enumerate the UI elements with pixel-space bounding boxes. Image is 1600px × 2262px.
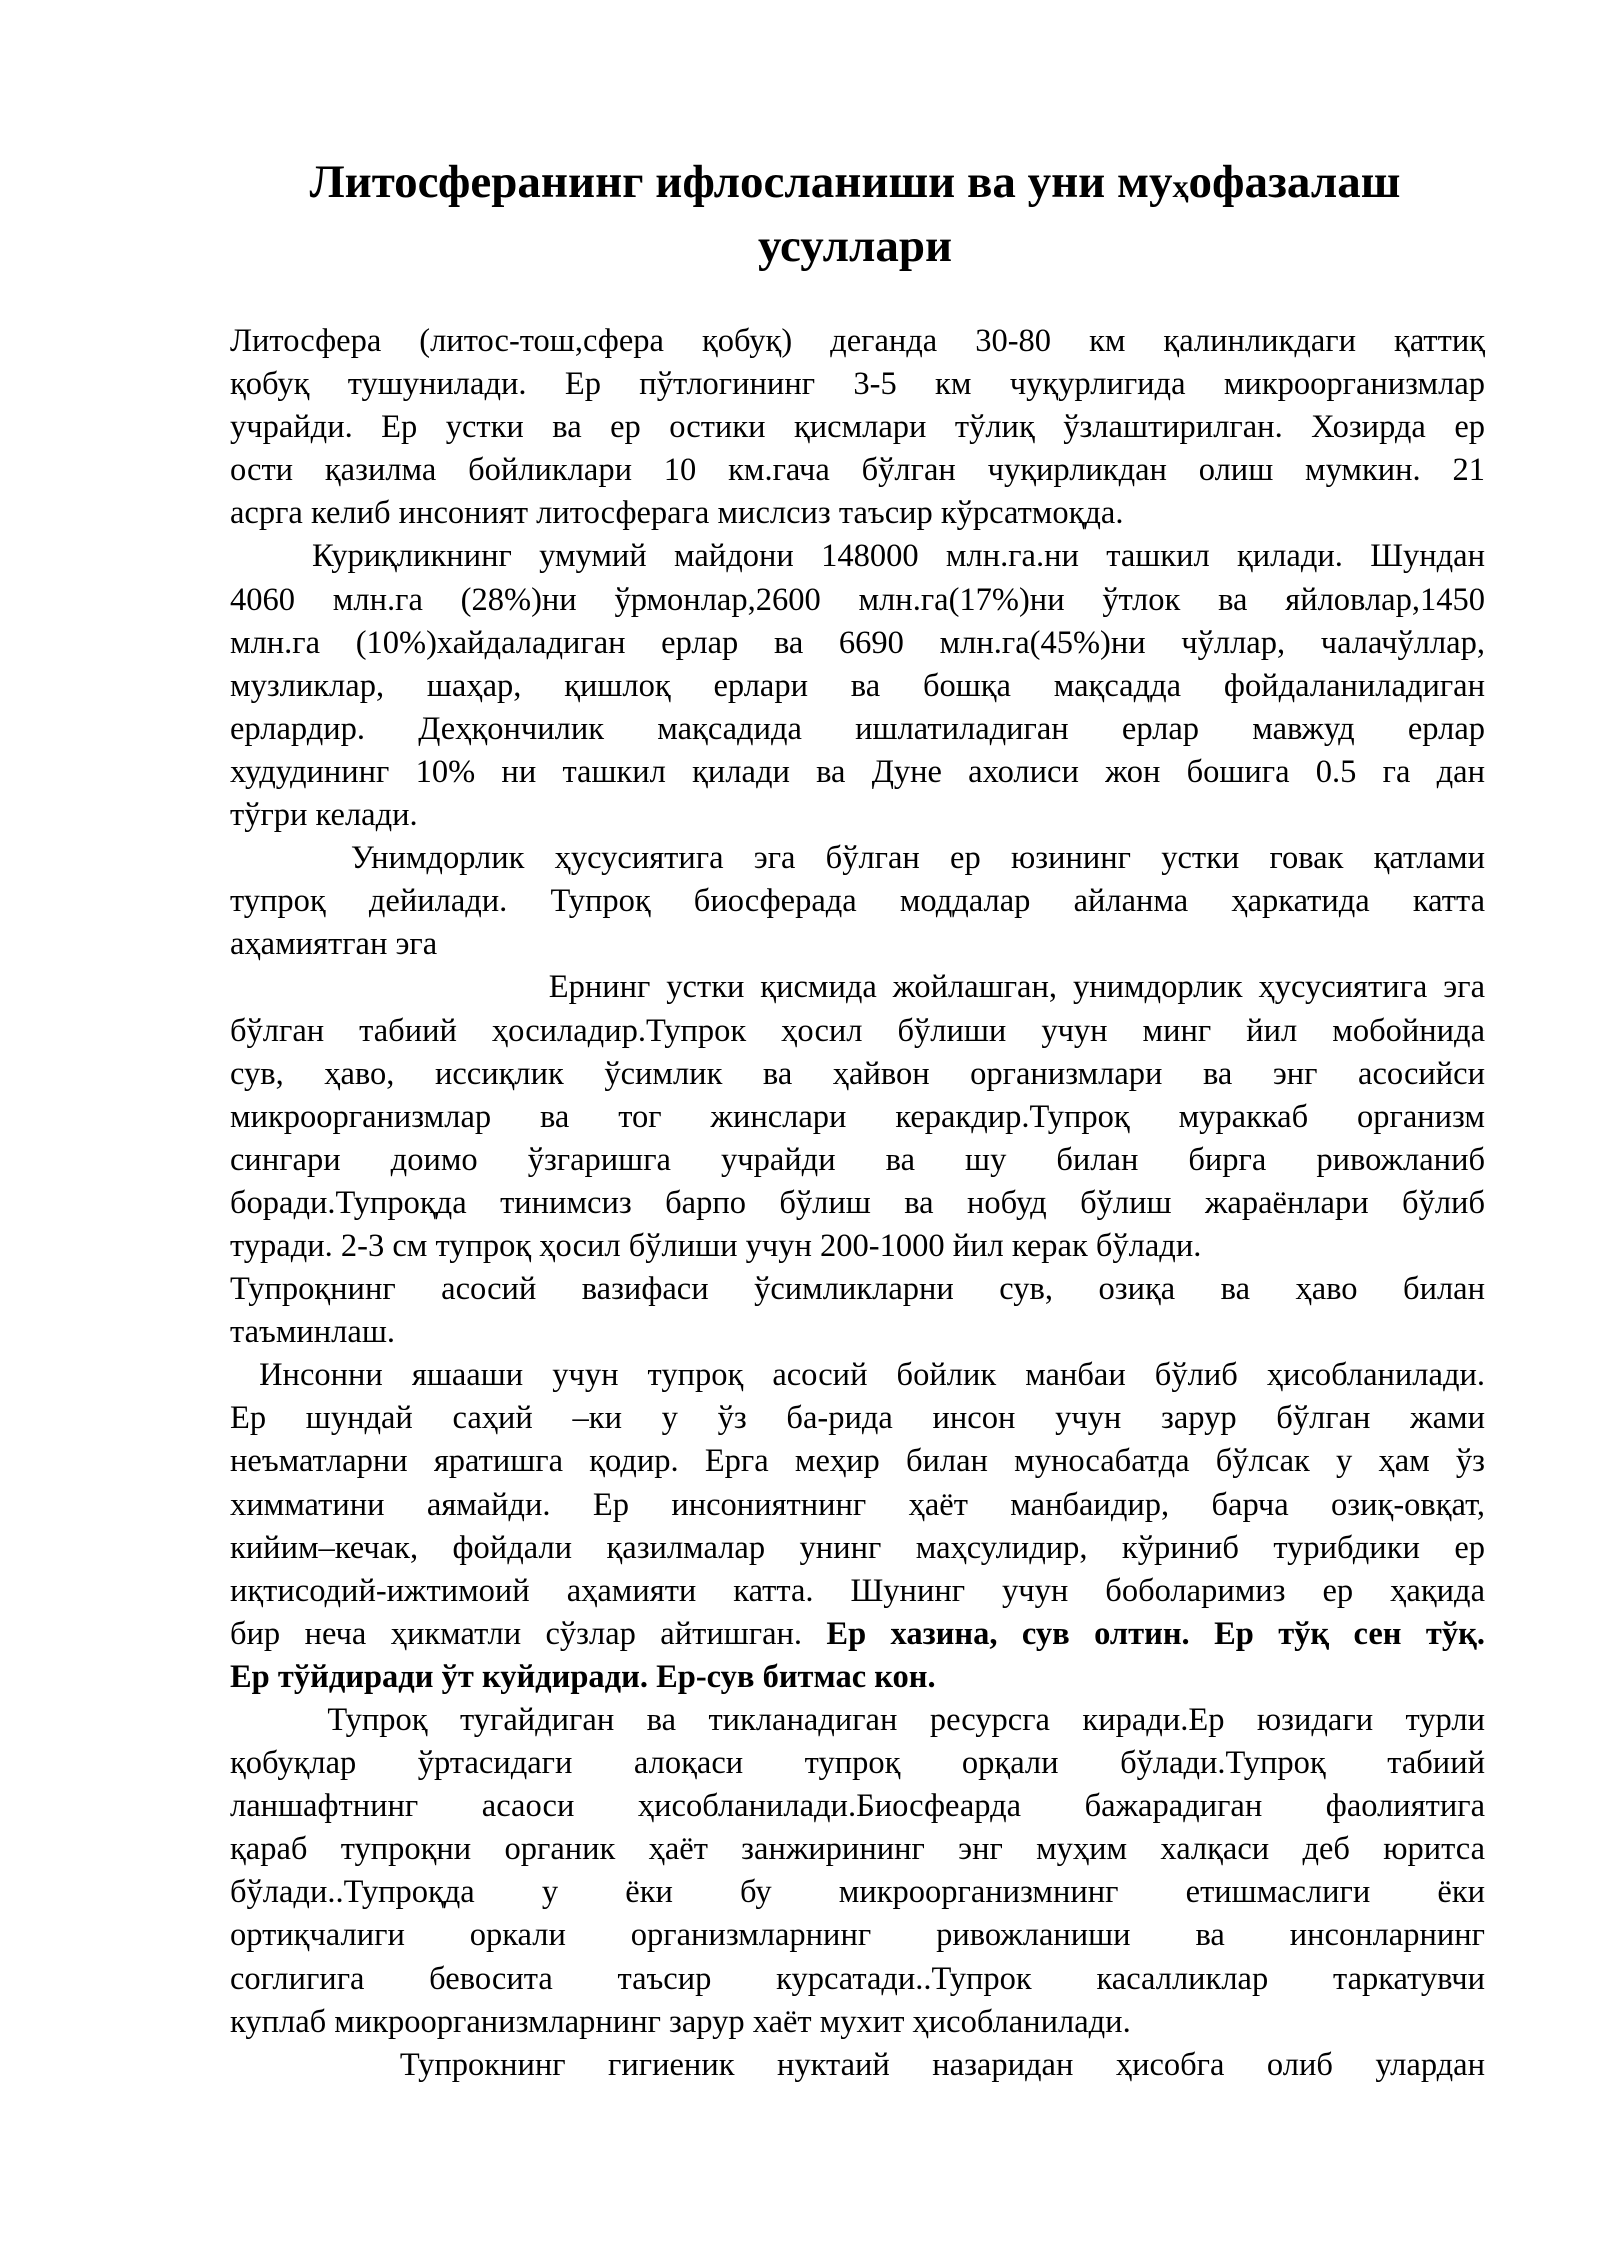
text-line: неъматларни яратишга қодир. Ерга меҳир билан муносабатда бўлсак у ҳам ўз bbox=[230, 1443, 1485, 1480]
paragraph-land-area bbox=[230, 535, 1485, 837]
title-line-2: усуллари bbox=[757, 220, 953, 272]
text-line: Тупроқнинг асосий вазифаси ўсимликларни сув, озиқа ва ҳаво билан bbox=[230, 1271, 1485, 1308]
document-title bbox=[230, 152, 1480, 276]
text-line: Ер шундай саҳий –ки у ўз ба-рида инсон учун зарур бўлган жами bbox=[230, 1400, 1485, 1437]
paragraph-soil-definition bbox=[230, 837, 1485, 966]
text-line: таъминлаш. bbox=[230, 1314, 395, 1351]
text-line: иқтисодий-ижтимоий аҳамияти катта. Шунинг учун боболаримиз ер ҳақида bbox=[230, 1572, 1485, 1609]
text-line: ерлардир. Деҳқончилик мақсадида ишлатиладиган ерлар мавжуд ерлар bbox=[230, 710, 1485, 747]
document-body bbox=[230, 320, 1485, 2087]
text-line: куплаб микроорганизмларнинг зарур хаёт мухит ҳисобланилади. bbox=[230, 2003, 1131, 2040]
proverb-text-line: Ер тўйдиради ўт куйдиради. Ер-сув битмас кон. bbox=[230, 1658, 936, 1695]
paragraph-lithosphere bbox=[230, 320, 1485, 535]
text-line: микроорганизмлар ва тог жинслари керакдир.Тупроқ мураккаб организм bbox=[230, 1098, 1485, 1135]
paragraph-soil-resource bbox=[230, 1699, 1485, 2044]
text-line: асрга келиб инсоният литосферага мислсиз таъсир кўрсатмоқда. bbox=[230, 495, 1124, 532]
text-line: боради.Тупроқда тинимсиз барпо бўлиш ва нобуд бўлиш жараёнлари бўлиб bbox=[230, 1184, 1485, 1221]
text-line: химматини аямайди. Ер инсониятнинг ҳаёт манбаидир, барча озиқ-овқат, bbox=[230, 1486, 1485, 1523]
text-line: тўгри келади. bbox=[230, 797, 418, 834]
text-line: бўлади..Тупроқда у ёки бу микроорганизмнинг етишмаслиги ёки bbox=[230, 1874, 1485, 1911]
text-line: туради. 2-3 см тупроқ ҳосил бўлиши учун 200-1000 йил керак бўлади. bbox=[230, 1227, 1202, 1264]
text-line: ланшафтнинг асаоси ҳисобланилади.Биосфеарда бажарадиган фаолиятига bbox=[230, 1788, 1485, 1825]
text-plain-segment: бир неча ҳикматли сўзлар айтишган. bbox=[230, 1615, 827, 1652]
text-line: млн.га (10%)хайдаладиган ерлар ва 6690 млн.га(45%)ни чўллар, чалачўллар, bbox=[230, 624, 1485, 661]
text-line: Тупроқ тугайдиган ва тикланадиган ресурсга киради.Ер юзидаги турли bbox=[230, 1702, 1485, 1738]
proverb-text: Ер хазина, сув олтин. Ер тўқ сен тўқ. bbox=[826, 1615, 1485, 1652]
text-line: Литосфера (литос-тош,сфера қобуқ) деганда 30-80 км қалинликдаги қаттиқ bbox=[230, 323, 1485, 359]
text-line: ортиқчалиги оркали организмларнинг ривожланиши ва инсонларнинг bbox=[230, 1917, 1485, 1954]
text-line: ости қазилма бойликлари 10 км.гача бўлган чуқирликдан олиш мумкин. 21 bbox=[230, 452, 1485, 489]
text-line-with-proverb bbox=[230, 1613, 1485, 1656]
text-line: 4060 млн.га (28%)ни ўрмонлар,2600 млн.га(17%)ни ўтлок ва яйловлар,1450 bbox=[230, 581, 1485, 618]
text-line: тупроқ дейилади. Тупроқ биосферада моддалар айланма ҳаркатида катта bbox=[230, 883, 1485, 920]
paragraph-soil-function bbox=[230, 1268, 1485, 1354]
text-line: қобуқ тушунилади. Ер пўтлогининг 3-5 км чуқурлигида микроорганизмлар bbox=[230, 366, 1485, 403]
paragraph-soil-wealth bbox=[230, 1354, 1485, 1699]
text-line: худудининг 10% ни ташкил қилади ва Дуне ахолиси жон бошига 0.5 га дан bbox=[230, 753, 1485, 790]
text-line: соглигига бевосита таъсир курсатади..Тупрок касалликлар таркатувчи bbox=[230, 1960, 1485, 1997]
title-line-1-small-letter: ҳ bbox=[1172, 168, 1189, 204]
text-line: бўлган табиий ҳосиладир.Тупрок ҳосил бўлиши учун минг йил мобойнида bbox=[230, 1012, 1485, 1049]
text-line: Ернинг устки қисмида жойлашган, унимдорлик ҳусусиятига эга bbox=[230, 969, 1485, 1006]
text-line: Куриқликнинг умумий майдони 148000 млн.га.ни ташкил қилади. Шундан bbox=[230, 538, 1485, 575]
text-line: сингари доимо ўзгаришга учрайди ва шу билан бирга ривожланиб bbox=[230, 1141, 1485, 1178]
text-line: кийим–кечак, фойдали қазилмалар унинг маҳсулидир, кўриниб турибдики ер bbox=[230, 1529, 1485, 1566]
title-line-1 bbox=[230, 152, 1480, 216]
text-line: сув, ҳаво, иссиқлик ўсимлик ва ҳайвон организмлари ва энг асосийси bbox=[230, 1055, 1485, 1092]
text-line: аҳамиятган эга bbox=[230, 926, 438, 963]
text-line: Унимдорлик ҳусусиятига эга бўлган ер юзининг устки говак қатлами bbox=[230, 840, 1485, 877]
text-line: қобуқлар ўртасидаги алоқаси тупроқ орқали бўлади.Тупроқ табиий bbox=[230, 1745, 1485, 1782]
title-line-1-part-a: Литосферанинг ифлосланиши ва уни му bbox=[309, 156, 1173, 208]
paragraph-soil-formation bbox=[230, 966, 1485, 1268]
text-line: учрайди. Ер устки ва ер остики қисмлари тўлиқ ўзлаштирилган. Хозирда ер bbox=[230, 409, 1485, 446]
title-line-1-part-b: офазалаш bbox=[1188, 156, 1401, 208]
text-line: музликлар, шаҳар, қишлоқ ерлари ва бошқа мақсадда фойдаланиладиган bbox=[230, 667, 1485, 704]
paragraph-soil-hygiene bbox=[230, 2044, 1485, 2087]
text-line: Инсонни яшааши учун тупроқ асосий бойлик манбаи бўлиб ҳисобланилади. bbox=[230, 1357, 1485, 1394]
text-line: қараб тупроқни органик ҳаёт занжирининг энг муҳим халқаси деб юритса bbox=[230, 1831, 1485, 1868]
text-line: Тупрокнинг гигиеник нуктаий назаридан ҳисобга олиб улардан bbox=[230, 2046, 1485, 2083]
